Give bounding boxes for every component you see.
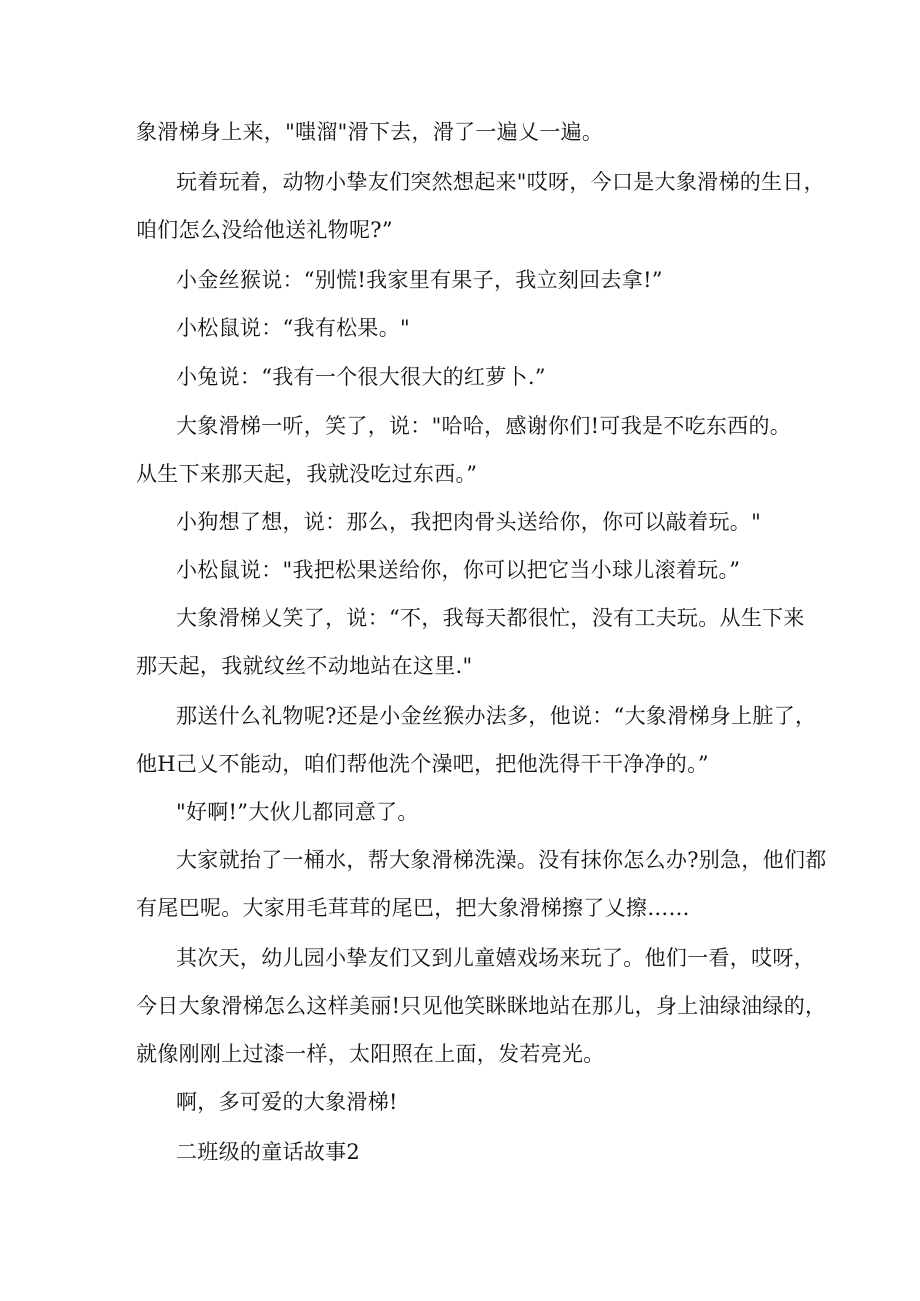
text-line-5: 小松鼠说：“我有松果。" <box>176 316 410 340</box>
text-line-8: 从生下来那天起，我就没吃过东西。” <box>136 462 478 486</box>
text-line-18: 其次天，幼儿园小挚友们又到儿童嬉戏场来玩了。他们一看，哎呀， <box>176 946 815 970</box>
text-line-19: 今日大象滑梯怎么这样美丽!只见他笑眯眯地站在那儿，身上油绿油绿的， <box>136 994 827 1018</box>
text-line-11: 大象滑梯乂笑了，说：“不，我每天都很忙，没有工夫玩。从生下来 <box>176 606 805 630</box>
text-line-13: 那送什么礼物呢?还是小金丝猴办法多，他说：“大象滑梯身上脏了， <box>176 704 817 728</box>
text-line-16: 大家就抬了一桶水，帮大象滑梯洗澡。没有抹你怎么办?别急，他们都 <box>176 848 827 872</box>
text-line-7: 大象滑梯一听，笑了，说："哈哈，感谢你们!可我是不吃东西的。 <box>176 414 792 438</box>
text-line-9: 小狗想了想，说：那么，我把肉骨头送给你，你可以敲着玩。" <box>176 510 762 534</box>
text-line-17: 有尾巴呢。大家用毛茸茸的尾巴，把大象滑梯擦了乂擦…… <box>136 896 690 920</box>
text-line-1: 象滑梯身上来，"嗤溜"滑下去，滑了一遍乂一遍。 <box>136 120 604 144</box>
text-line-12: 那天起，我就纹丝不动地站在这里." <box>136 654 473 678</box>
text-line-2: 玩着玩着，动物小挚友们突然想起来"哎呀，今口是大象滑梯的生日， <box>176 170 825 194</box>
text-line-3: 咱们怎么没给他送礼物呢?” <box>136 218 393 242</box>
text-line-20: 就像刚刚上过漆一样，太阳照在上面，发若亮光。 <box>136 1042 605 1066</box>
text-line-14: 他H己乂不能动，咱们帮他洗个澡吧，把他洗得干干净净的。” <box>136 752 709 776</box>
section-heading: 二班级的童话故事2 <box>176 1140 361 1164</box>
text-line-4: 小金丝猴说：“别慌!我家里有果子，我立刻回去拿!” <box>176 268 663 292</box>
text-line-15: "好啊!”大伙儿都同意了。 <box>176 800 419 824</box>
text-line-6: 小兔说：“我有一个很大很大的红萝卜.” <box>176 365 546 389</box>
text-line-10: 小松鼠说："我把松果送给你，你可以把它当小球儿滚着玩。” <box>176 558 741 582</box>
text-line-21: 啊，多可爱的大象滑梯! <box>176 1090 398 1114</box>
